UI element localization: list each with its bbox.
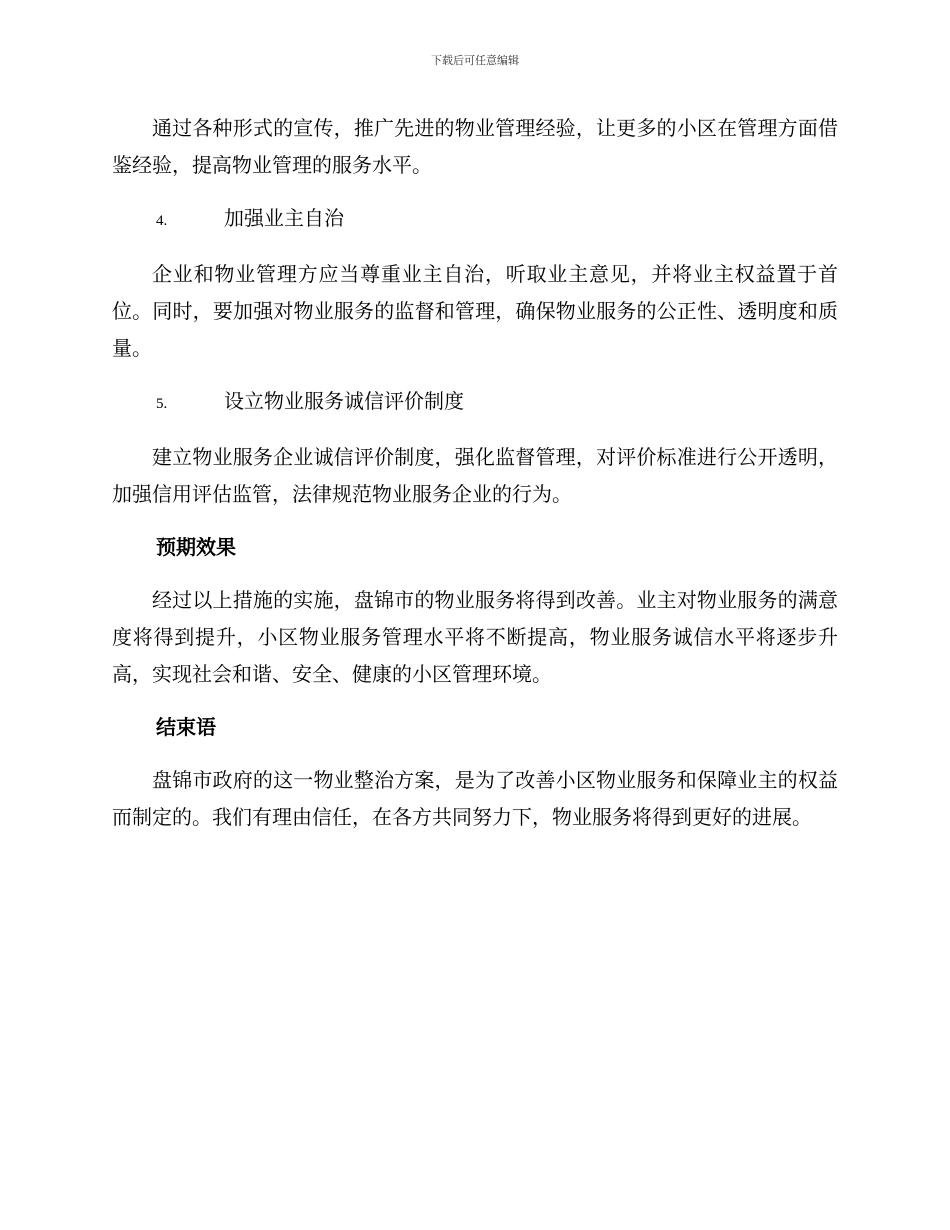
paragraph-credit-evaluation: 建立物业服务企业诚信评价制度，强化监督管理，对评价标准进行公开透明，加强信用评估监管，法律规范物业服务企业的行为。 xyxy=(112,445,838,506)
heading-expected-effect: 预期效果 xyxy=(156,535,236,559)
paragraph-promotion: 通过各种形式的宣传，推广先进的物业管理经验，让更多的小区在管理方面借鉴经验，提高物业管理的服务水平。 xyxy=(112,116,838,177)
page-header: 下载后可任意编辑 xyxy=(431,54,519,67)
list-item-5 xyxy=(112,383,838,423)
list-title-5: 设立物业服务诚信评价制度 xyxy=(224,389,464,413)
list-number-5: 5. xyxy=(156,396,168,412)
paragraph-owner-autonomy: 企业和物业管理方应当尊重业主自治，听取业主意见，并将业主权益置于首位。同时，要加强对物业服务的监督和管理，确保物业服务的公正性、透明度和质量。 xyxy=(112,262,838,360)
paragraph-conclusion: 盘锦市政府的这一物业整治方案，是为了改善小区物业服务和保障业主的权益而制定的。我们有理由信任，在各方共同努力下，物业服务将得到更好的进展。 xyxy=(112,768,838,829)
paragraph-expected-effect: 经过以上措施的实施，盘锦市的物业服务将得到改善。业主对物业服务的满意度将得到提升，小区物业服务管理水平将不断提高，物业服务诚信水平将逐步升高，实现社会和谐、安全、健康的小区管理环境。 xyxy=(112,588,838,686)
heading-conclusion: 结束语 xyxy=(156,715,216,739)
document-body xyxy=(112,110,838,852)
list-title-4: 加强业主自治 xyxy=(224,206,344,230)
list-item-4 xyxy=(112,200,838,240)
list-number-4: 4. xyxy=(156,213,168,229)
